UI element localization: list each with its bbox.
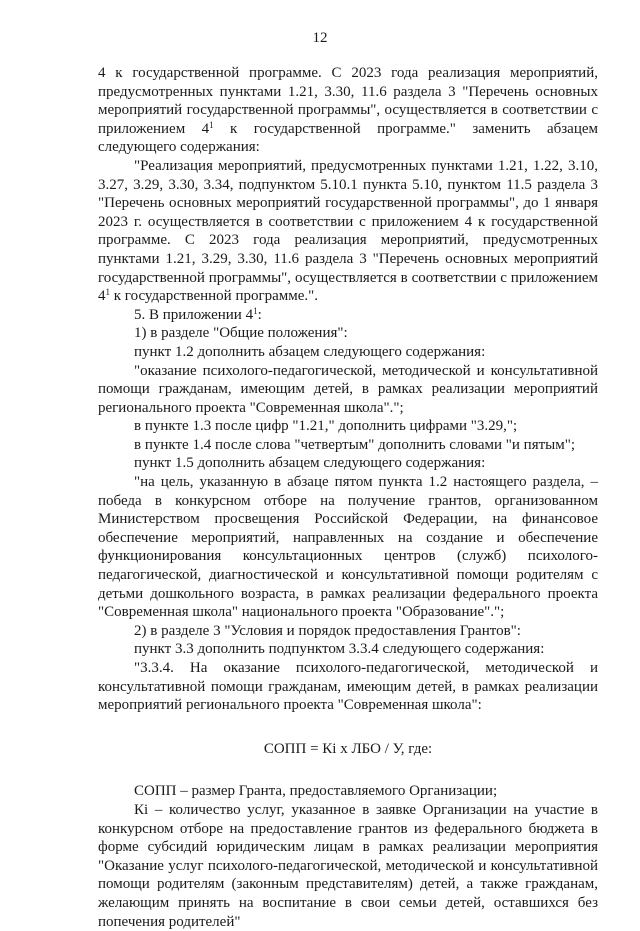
paragraph-4: 1) в разделе "Общие положения": — [134, 325, 348, 342]
page-number: 12 — [312, 30, 328, 46]
document-body — [98, 64, 598, 931]
paragraph-6: "оказание психолого-педагогической, методической и консультативной помощи гражданам, имеющим детей, в рамках реализации мероприятий регионального проекта "Современная школа"."; — [98, 362, 598, 416]
paragraph-7: в пункте 1.3 после цифр "1.21," дополнить цифрами "3.29,"; — [134, 418, 518, 435]
paragraph-10: "на цель, указанную в абзаце пятом пункта 1.2 настоящего раздела, – победа в конкурсном отборе на получение грантов, организованном Министерством просвещения Российской Федерации, на финансовое обеспечение мероприятий, направленных на создание и обеспечение функционирования консультационных центров (служб) психолого-педагогической, диагностической и консультативной помощи родителям с детьми дошкольного возраста, в рамках реализации федерального проекта "Современная школа" национального проекта "Образование"."; — [98, 474, 598, 621]
paragraph-11: 2) в разделе 3 "Условия и порядок предоставления Грантов": — [134, 622, 521, 639]
paragraph-16: Кi – количество услуг, указанное в заявке Организации на участие в конкурсном отборе на предоставление грантов из федерального бюджета в форме субсидий юридическим лицам в рамках реализации мероприятия "Оказание услуг психолого-педагогической, методической и консультативной помощи родителям (законным представителям) детей, а также гражданам, желающим принять на воспитание в свои семьи детей, оставшихся без попечения родителей" — [98, 801, 598, 930]
formula: СОПП = Кi х ЛБО / У, где: — [263, 740, 433, 757]
paragraph-9: пункт 1.5 дополнить абзацем следующего содержания: — [134, 455, 486, 472]
paragraph-8: в пункте 1.4 после слова "четвертым" дополнить словами "и пятым"; — [134, 436, 576, 453]
paragraph-12: пункт 3.3 дополнить подпунктом 3.3.4 следующего содержания: — [134, 641, 545, 658]
paragraph-2: "Реализация мероприятий, предусмотренных пунктами 1.21, 1.22, 3.10, 3.27, 3.29, 3.30, 3.34, подпунктом 5.10.1 пункта 5.10, пунктом 11.5 раздела 3 "Перечень основных мероприятий государственной программы", до 1 января 2023 г. осуществляется в соответствии с приложением 4 к государственной программе. С 2023 года реализация мероприятий, предусмотренных пунктами 1.21, 3.29, 3.30, 11.6 раздела 3 "Перечень основных мероприятий государственной программы", осуществляется в соответствии с приложением $4^1$ к государственной программе.". — [98, 157, 598, 305]
paragraph-13: "3.3.4. На оказание психолого-педагогической, методической и консультативной помощи гражданам, имеющим детей, в рамках реализации мероприятий регионального проекта "Современная школа": — [98, 660, 598, 714]
paragraph-3: 5. В приложении $4^1$: — [134, 305, 262, 323]
paragraph-15: СОПП – размер Гранта, предоставляемого Организации; — [134, 783, 498, 800]
paragraph-5: пункт 1.2 дополнить абзацем следующего содержания: — [134, 343, 486, 360]
paragraph-1: 4 к государственной программе. С 2023 года реализация мероприятий, предусмотренных пунктами 1.21, 3.30, 11.6 раздела 3 "Перечень основных мероприятий государственной программы", осуществляется в соответствии с приложением $4^1$ к государственной программе." заменить абзацем следующего содержания: — [98, 65, 598, 156]
